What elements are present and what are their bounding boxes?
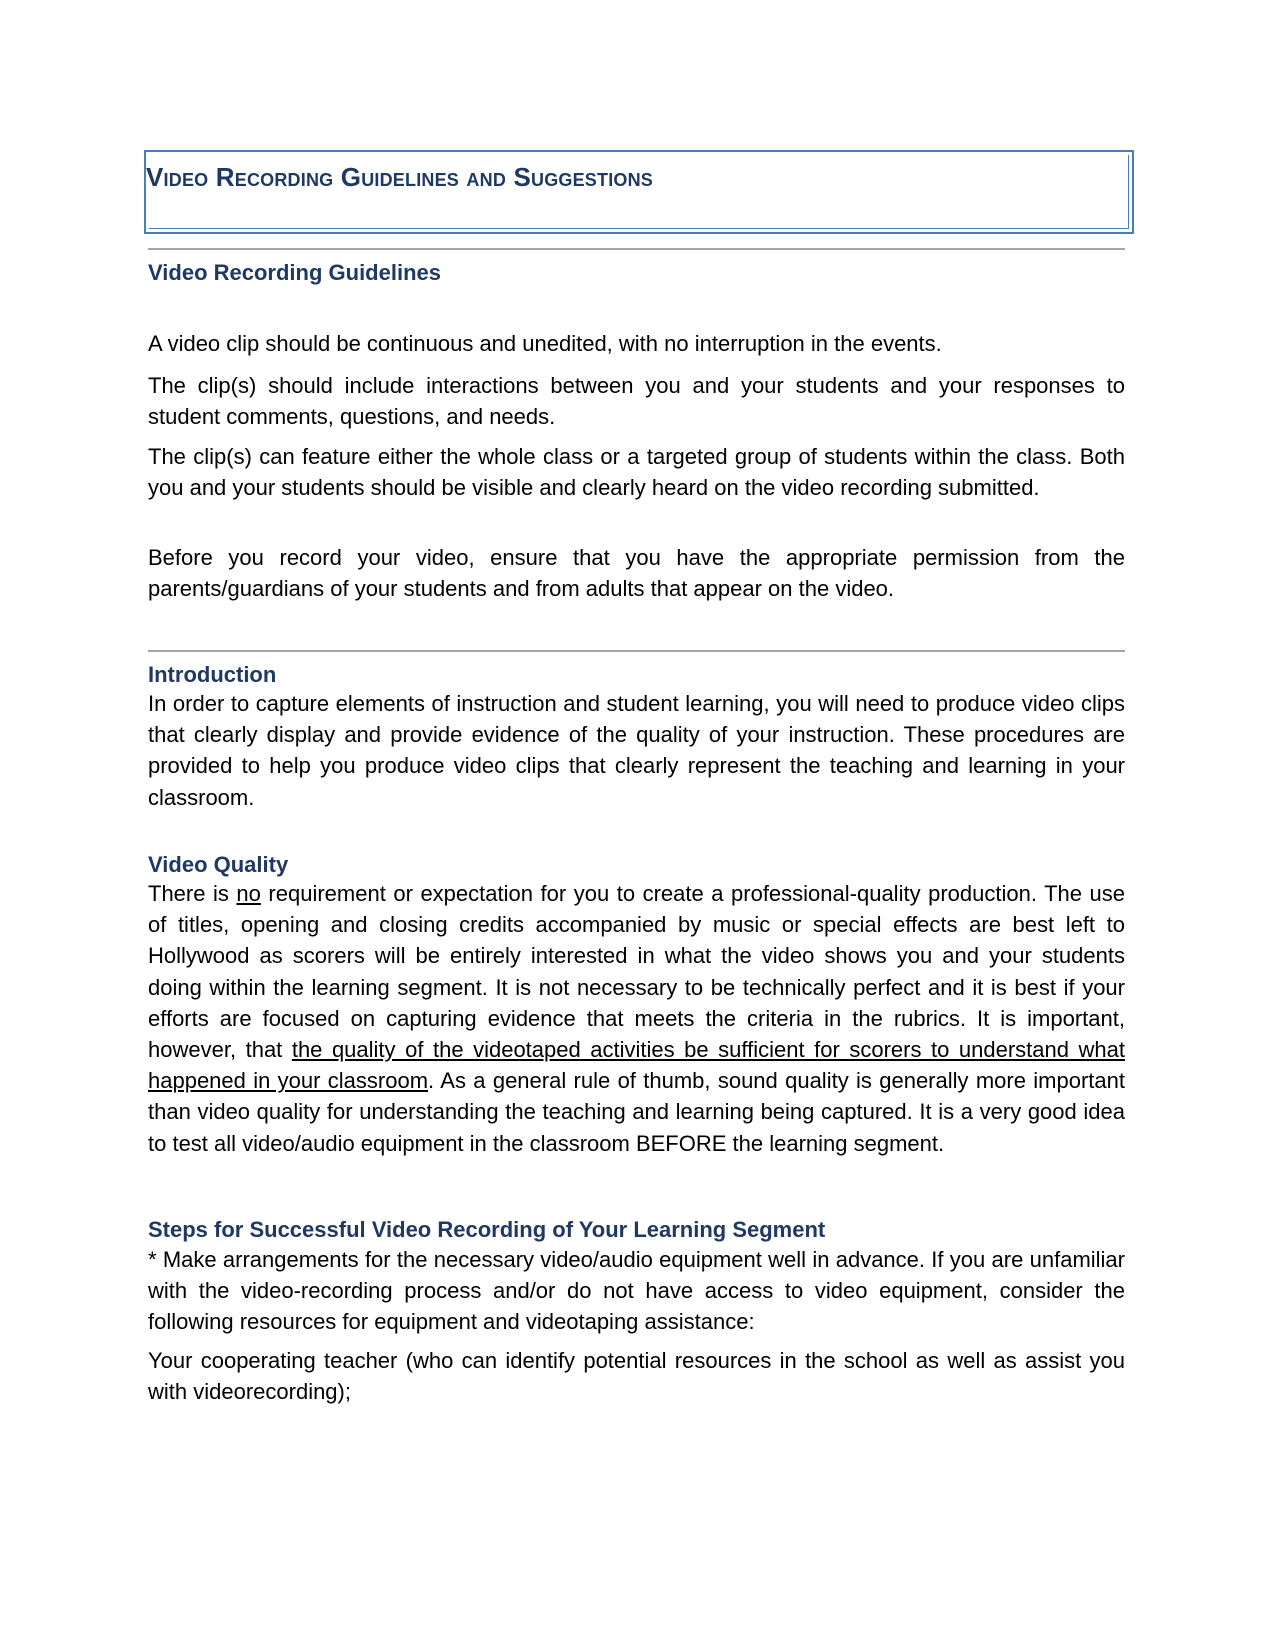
- guideline-paragraph-1: A video clip should be continuous and unedited, with no interruption in the events.: [148, 331, 942, 356]
- heading-introduction: Introduction: [148, 662, 277, 687]
- video-quality-paragraph: [148, 878, 1125, 1159]
- video-quality-text-1: There is: [148, 881, 237, 906]
- heading-steps: Steps for Successful Video Recording of Your Learning Segment: [148, 1217, 826, 1242]
- document-title: Video Recording Guidelines and Suggestions: [146, 162, 654, 192]
- heading-guidelines: Video Recording Guidelines: [148, 260, 441, 285]
- introduction-paragraph: In order to capture elements of instruction and student learning, you will need to produce video clips that clearly display and provide evidence of the quality of your instruction. These procedures are provided to help you produce video clips that clearly represent the teaching and learning in your classroom.: [148, 691, 1125, 810]
- steps-paragraph-1: * Make arrangements for the necessary video/audio equipment well in advance. If you are unfamiliar with the video-recording process and/or do not have access to video equipment, consider the following resources for equipment and videotaping assistance:: [148, 1247, 1125, 1335]
- guideline-paragraph-4: Before you record your video, ensure that you have the appropriate permission from the parents/guardians of your students and from adults that appear on the video.: [148, 545, 1125, 602]
- guideline-paragraph-2: The clip(s) should include interactions between you and your students and your responses to student comments, questions, and needs.: [148, 373, 1125, 430]
- title-box: [144, 150, 1134, 234]
- divider-2: [148, 650, 1125, 652]
- heading-video-quality: Video Quality: [148, 852, 289, 877]
- guideline-paragraph-3: The clip(s) can feature either the whole class or a targeted group of students within the class. Both you and your students should be visible and clearly heard on the video recording submitted.: [148, 444, 1125, 501]
- divider-1: [148, 248, 1125, 250]
- underlined-quality-statement: the quality of the videotaped activities be sufficient for scorers to understand what happened in your classroom: [148, 1037, 1125, 1094]
- underlined-no: no: [236, 881, 261, 906]
- video-quality-text-2: requirement or expectation for you to create a professional-quality production. The use of titles, opening and closing credits accompanied by music or special effects are best left to Hollywood as scorers will be entirely interested in what the video shows you and your students doing within the learning segment. It is not necessary to be technically perfect and it is best if your efforts are focused on capturing evidence that meets the criteria in the rubrics. It is important, however, that: [148, 881, 1125, 1063]
- video-quality-text-3: . As a general rule of thumb, sound quality is generally more important than video quality for understanding the teaching and learning being captured. It is a very good idea to test all video/audio equipment in the classroom BEFORE the learning segment.: [148, 1068, 1125, 1156]
- steps-paragraph-2: Your cooperating teacher (who can identify potential resources in the school as well as assist you with videorecording);: [148, 1348, 1125, 1405]
